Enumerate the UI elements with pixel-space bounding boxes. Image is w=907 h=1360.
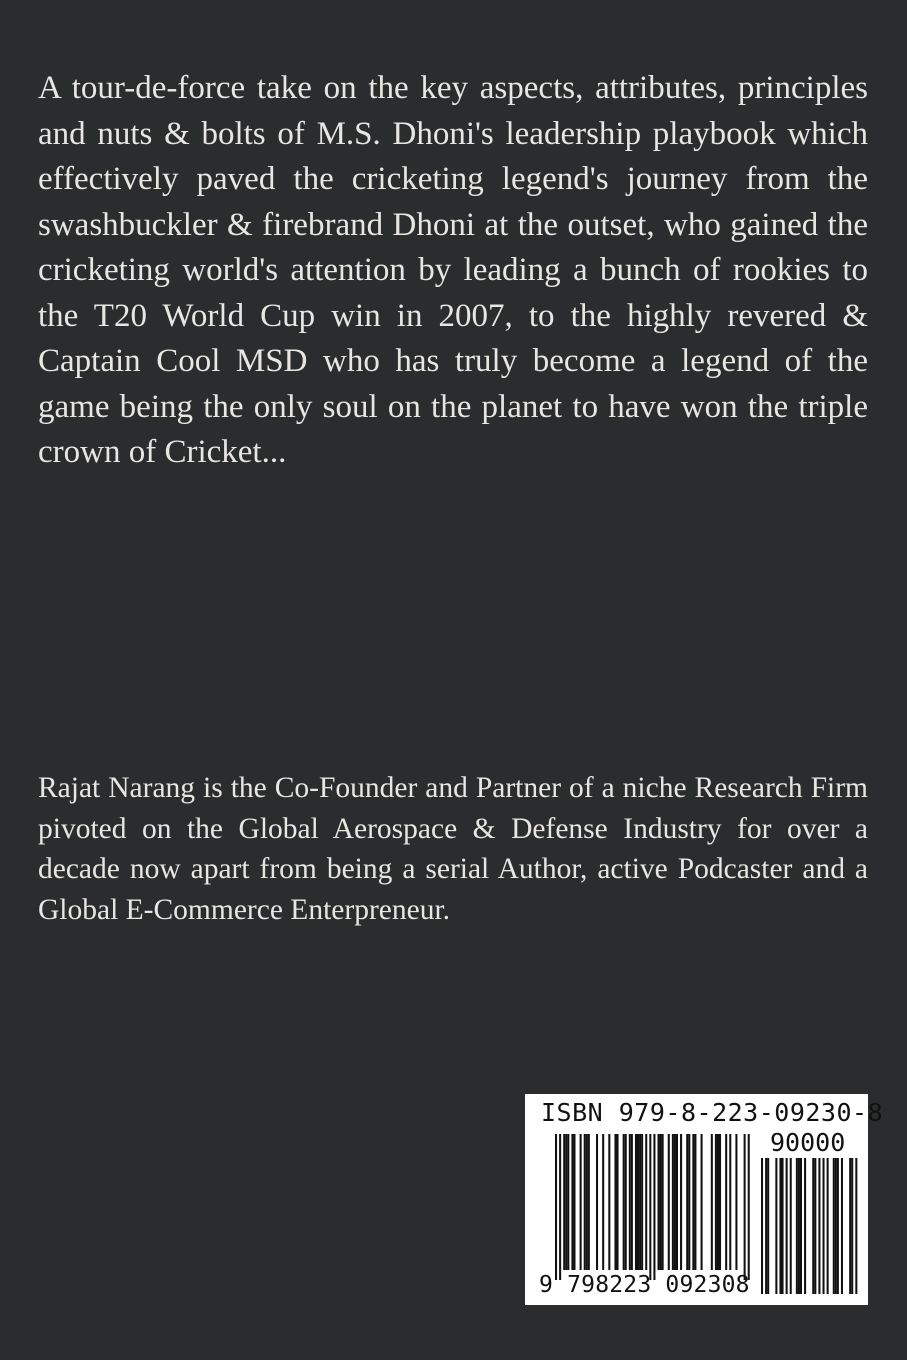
barcode-bar xyxy=(719,1134,721,1270)
barcode-bar xyxy=(649,1134,651,1280)
barcode-bar xyxy=(715,1134,717,1270)
barcode-bar xyxy=(641,1134,643,1270)
barcode-bar xyxy=(748,1134,750,1280)
addon-bar xyxy=(814,1158,816,1294)
addon-bar xyxy=(833,1158,835,1294)
addon-bar xyxy=(827,1158,829,1294)
barcode-bar xyxy=(563,1134,565,1270)
addon-bar xyxy=(761,1158,763,1294)
addon-bar xyxy=(837,1158,839,1294)
author-bio: Rajat Narang is the Co-Founder and Partner of a niche Research Firm pivoted on the Global Aerospace & Defense Industry for over a decade now apart from being a serial Author, active Podcaster and a Global E-Commerce Enterpreneur. xyxy=(38,772,868,926)
addon-bar xyxy=(823,1158,825,1294)
barcode-bar xyxy=(725,1134,727,1270)
barcode-bar xyxy=(555,1134,557,1280)
barcode-bar xyxy=(625,1134,627,1270)
barcode-bar xyxy=(617,1134,619,1270)
addon-bar xyxy=(855,1158,857,1294)
addon-bar xyxy=(796,1158,798,1294)
barcode-bar xyxy=(711,1134,713,1270)
barcode-bar xyxy=(692,1134,694,1270)
barcode-bar xyxy=(645,1134,647,1270)
barcode-bar xyxy=(637,1134,639,1270)
barcode-bar xyxy=(694,1134,696,1270)
barcode-bar xyxy=(584,1134,586,1270)
barcode-bar xyxy=(573,1134,575,1270)
barcode-bar xyxy=(701,1134,703,1270)
barcode-bar xyxy=(559,1134,561,1280)
barcode-bar xyxy=(653,1134,655,1280)
barcode-bar xyxy=(744,1134,746,1280)
addon-bar xyxy=(779,1158,781,1294)
addon-bar xyxy=(812,1158,814,1294)
barcode-bar xyxy=(668,1134,670,1270)
barcode-bar xyxy=(623,1134,625,1270)
barcode-bar xyxy=(567,1134,569,1270)
barcode-bar xyxy=(629,1134,631,1270)
barcode-bar xyxy=(639,1134,641,1270)
barcode-bar xyxy=(602,1134,604,1270)
barcode-bar xyxy=(680,1134,682,1270)
addon-bar xyxy=(849,1158,851,1294)
barcode-bar xyxy=(565,1134,567,1270)
barcode-bar xyxy=(674,1134,676,1270)
addon-bar xyxy=(775,1158,777,1294)
addon-bar xyxy=(804,1158,806,1294)
barcode-bar xyxy=(729,1134,731,1270)
barcode-bar xyxy=(686,1134,688,1270)
addon-bar xyxy=(786,1158,788,1294)
addon-bar xyxy=(790,1158,792,1294)
addon-bar xyxy=(798,1158,800,1294)
isbn-digits: 9 798223 092308 xyxy=(539,1272,750,1298)
barcode-bar xyxy=(608,1134,610,1270)
barcode-bar xyxy=(660,1134,662,1270)
addon-bar xyxy=(782,1158,784,1294)
isbn-label: ISBN 979-8-223-09230-8 xyxy=(541,1098,884,1127)
addon-bar xyxy=(851,1158,853,1294)
back-cover-blurb: A tour-de-force take on the key aspects, attributes, principles and nuts & bolts of M.S. Dhoni's leadership playbook which effectively paved the cricketing legend's journey from the swashbuckler & firebrand Dhoni at the outset, who gained the cricketing world's attention by leading a bunch of rookies to the T20 World Cup win in 2007, to the highly revered & Captain Cool MSD who has truly become a legend of the game being the only soul on the planet to have won the triple crown of Cricket... xyxy=(38,70,868,470)
barcode-bar xyxy=(580,1134,582,1270)
barcode-bar xyxy=(586,1134,588,1270)
barcode-bar xyxy=(676,1134,678,1270)
barcode-bar xyxy=(571,1134,573,1270)
barcode-bar xyxy=(672,1134,674,1270)
addon-bar xyxy=(835,1158,837,1294)
barcode-bar xyxy=(658,1134,660,1270)
barcode-bar xyxy=(596,1134,598,1270)
isbn-barcode xyxy=(525,1094,884,1305)
addon-bar xyxy=(767,1158,769,1294)
price-code: 90000 xyxy=(770,1128,846,1157)
barcode-bar xyxy=(662,1134,664,1270)
addon-bar xyxy=(818,1158,820,1294)
barcode-bar xyxy=(635,1134,637,1270)
barcode-bar xyxy=(588,1134,590,1270)
barcode-bar xyxy=(717,1134,719,1270)
addon-bar xyxy=(841,1158,843,1294)
barcode-bar xyxy=(735,1134,737,1270)
addon-bar xyxy=(765,1158,767,1294)
barcode-bar xyxy=(631,1134,633,1270)
barcode-bar xyxy=(688,1134,690,1270)
barcode-bar xyxy=(614,1134,616,1270)
addon-bar xyxy=(800,1158,802,1294)
